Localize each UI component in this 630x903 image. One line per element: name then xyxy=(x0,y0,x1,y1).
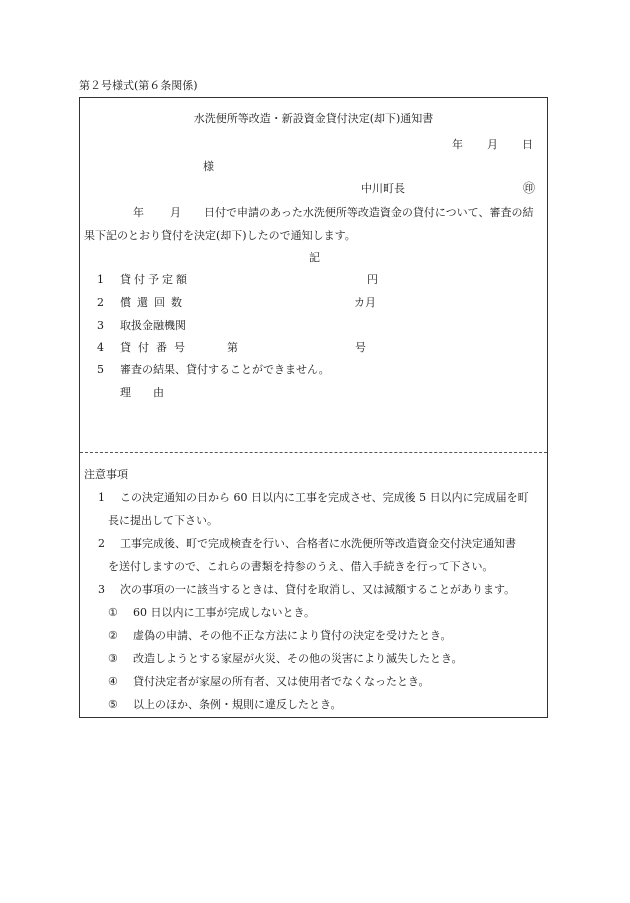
item-label: 貸付予定額 xyxy=(120,273,190,286)
note-number: 1 xyxy=(98,491,105,504)
reason-label: 理 由 xyxy=(120,386,164,399)
body-line1: 日付で申請のあった水洗便所等改造資金の貸付について、審査の結 xyxy=(204,206,534,219)
item-number: 1 xyxy=(97,273,104,286)
date-month: 月 xyxy=(487,138,498,151)
date-year: 年 xyxy=(452,138,463,151)
item-number: 3 xyxy=(97,319,104,332)
note-text: 工事完成後、町で完成検査を行い、合格者に水洗便所等改造資金交付決定通知書 xyxy=(120,537,516,550)
note-text: 次の事項の一に該当するときは、貸付を取消し、又は減額することがあります。 xyxy=(120,583,516,596)
subitem-text: 以上のほか、条例・規則に違反したとき。 xyxy=(133,698,342,711)
item-number: 4 xyxy=(97,341,104,354)
note-number: 2 xyxy=(98,537,105,550)
item-label: 貸付番号 xyxy=(120,341,192,354)
body-line2: 果下記のとおり貸付を決定(却下)したので通知します。 xyxy=(84,229,356,242)
item-number: 5 xyxy=(97,363,104,376)
note-number: 3 xyxy=(98,583,105,596)
subitem-number: ④ xyxy=(108,675,118,688)
body-month: 月 xyxy=(170,206,181,219)
subitem-text: 貸付決定者が家屋の所有者、又は使用者でなくなったとき。 xyxy=(133,675,430,688)
date-day: 日 xyxy=(522,138,533,151)
note-text: この決定通知の日から 60 日以内に工事を完成させ、完成後 5 日以内に完成届を町 xyxy=(120,491,529,504)
form-number: 第２号様式(第６条関係) xyxy=(79,79,198,92)
item-label: 審査の結果、貸付することができません。 xyxy=(120,363,330,376)
seal-mark: ㊞ xyxy=(523,181,536,195)
ki-heading: 記 xyxy=(309,251,320,264)
recipient-suffix: 様 xyxy=(203,160,214,173)
subitem-number: ③ xyxy=(108,652,118,665)
subitem-text: 改造しようとする家屋が火災、その他の災害により滅失したとき。 xyxy=(133,652,463,665)
item-prefix: 第 xyxy=(227,341,238,354)
note-text-cont: を送付しますので、これらの書類を持参のうえ、借入手続きを行って下さい。 xyxy=(108,560,494,573)
item-label: 取扱金融機関 xyxy=(120,319,186,332)
dashed-divider xyxy=(80,452,547,453)
item-unit: 円 xyxy=(367,273,378,286)
issuer: 中川町長 xyxy=(361,182,405,195)
subitem-number: ⑤ xyxy=(108,698,118,711)
notes-heading: 注意事項 xyxy=(84,468,128,481)
document-frame xyxy=(79,97,548,718)
subitem-number: ① xyxy=(108,606,118,619)
document-title: 水洗便所等改造・新設資金貸付決定(却下)通知書 xyxy=(193,112,434,125)
body-year: 年 xyxy=(133,206,144,219)
subitem-text: 60 日以内に工事が完成しないとき。 xyxy=(133,606,316,619)
item-unit: カ月 xyxy=(354,296,376,309)
subitem-number: ② xyxy=(108,629,118,642)
item-label: 償還回数 xyxy=(120,296,188,309)
item-unit: 号 xyxy=(355,341,366,354)
note-text-cont: 長に提出して下さい。 xyxy=(108,514,218,527)
subitem-text: 虚偽の申請、その他不正な方法により貸付の決定を受けたとき。 xyxy=(133,629,452,642)
item-number: 2 xyxy=(97,296,104,309)
